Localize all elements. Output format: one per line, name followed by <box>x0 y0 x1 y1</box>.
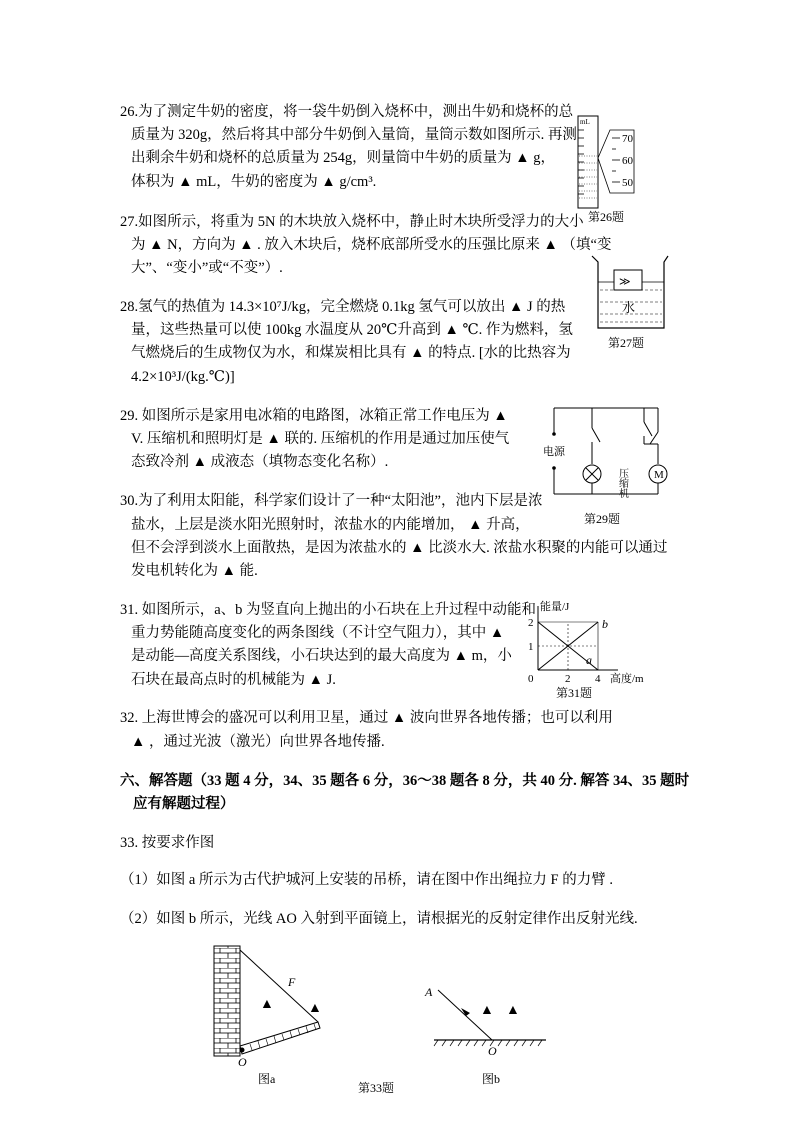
q26-line-4: 体积为 ▲ mL，牛奶的密度为 ▲ g/cm³. <box>131 174 377 190</box>
fig33-caption: 第33题 <box>358 1081 395 1095</box>
fig31-caption: 第31题 <box>556 686 593 700</box>
compressor-label: 压缩机 <box>616 468 628 498</box>
energy-height-chart <box>522 598 662 688</box>
q28-line-1: 28.氢气的热值为 14.3×10⁷J/kg，完全燃烧 0.1kg 氢气可以放出 ▲ J 的热 <box>120 299 566 315</box>
beaker-figure <box>588 252 670 332</box>
answer-mark-a2: ▲ <box>308 1001 322 1016</box>
graduated-cylinder-figure <box>572 108 642 213</box>
reflection-figure-b <box>420 980 560 1060</box>
q32-line-2: ▲ ，通过光波（激光）向世界各地传播. <box>131 734 385 750</box>
fig26-caption: 第26题 <box>588 210 625 224</box>
cylinder-tick-70: 70 <box>622 133 633 145</box>
answer-mark-a1: ▲ <box>260 997 274 1012</box>
q28-line-4: 4.2×10³J/(kg.℃)] <box>131 369 235 385</box>
q26-line-1: 26.为了测定牛奶的密度，将一袋牛奶倒入烧杯中，测出牛奶和烧杯的总 <box>120 104 574 120</box>
q27-line-2: 为 ▲ N，方向为 ▲ . 放入木块后，烧杯底部所受水的压强比原来 ▲ （填“变 <box>131 237 612 253</box>
q28-line-2: 量，这些热量可以使 100kg 水温度从 20℃升高到 ▲ ℃. 作为燃料，氢 <box>131 322 573 338</box>
q26-line-2: 质量为 320g，然后将其中部分牛奶倒入量筒，量筒示数如图所示. 再测 <box>131 127 577 143</box>
q30-line-1: 30.为了利用太阳能，科学家们设计了一种“太阳池”，池内下层是浓 <box>120 493 543 509</box>
answer-mark-b2: ▲ <box>506 1003 520 1018</box>
y-axis-label: 能量/J <box>540 601 570 613</box>
origin-label: 0 <box>528 673 534 685</box>
q30-line-3: 但不会浮到淡水上面散热，是因为浓盐水的 ▲ 比淡水大. 浓盐水积聚的内能可以通过 <box>131 540 668 556</box>
x-axis-label: 高度/m <box>610 673 644 685</box>
q33-title: 33. 按要求作图 <box>120 835 215 851</box>
x-tick-label: 4 <box>595 673 601 685</box>
q30-line-4: 发电机转化为 ▲ 能. <box>131 563 258 579</box>
q33-part-2: （2）如图 b 所示，光线 AO 入射到平面镜上，请根据光的反射定律作出反射光线. <box>120 911 638 927</box>
y-tick-label: 1 <box>528 641 534 653</box>
q29-line-3: 态致冷剂 ▲ 成液态（填物态变化名称）. <box>131 454 389 470</box>
x-tick-label: 2 <box>565 673 571 685</box>
fridge-circuit-figure <box>540 398 670 508</box>
fig27-caption: 第27题 <box>608 336 645 350</box>
q31-line-4: 石块在最高点时的机械能为 ▲ J. <box>131 672 336 688</box>
fig29-caption: 第29题 <box>584 512 621 526</box>
series-label-a: a <box>586 653 592 667</box>
figb-caption: 图b <box>482 1072 501 1086</box>
ray-label-a: A <box>425 985 433 999</box>
q32-line-1: 32. 上海世博会的盛况可以利用卫星，通过 ▲ 波向世界各地传播；也可以利用 <box>120 710 613 726</box>
q29-line-2: V. 压缩机和照明灯是 ▲ 联的. 压缩机的作用是通过加压使气 <box>131 431 510 447</box>
q31-line-3: 是动能—高度关系图线，小石块达到的最大高度为 ▲ m，小 <box>131 648 512 664</box>
drawbridge-figure-a <box>200 938 330 1068</box>
figa-caption: 图a <box>258 1072 276 1086</box>
q29-line-1: 29. 如图所示是家用电冰箱的电路图，冰箱正常工作电压为 ▲ <box>120 408 508 424</box>
q33-part-1: （1）如图 a 所示为古代护城河上安装的吊桥，请在图中作出绳拉力 F 的力臂 . <box>120 872 613 888</box>
q28-line-3: 气燃烧后的生成物仅为水，和煤炭相比具有 ▲ 的特点. [水的比热容为 <box>131 345 571 361</box>
pivot-label-o: O <box>238 1055 247 1068</box>
point-label-o: O <box>488 1044 497 1058</box>
series-label-b: b <box>602 617 608 631</box>
q30-line-2: 盐水，上层是淡水阳光照射时，浓盐水的内能增加， ▲ 升高， <box>131 517 530 533</box>
q27-line-3: 大”、“变小”或“不变”）. <box>131 260 283 276</box>
force-label-f: F <box>288 975 296 989</box>
q27-line-1: 27.如图所示，将重为 5N 的木块放入烧杯中，静止时木块所受浮力的大小 <box>120 214 584 230</box>
q31-line-2: 重力势能随高度变化的两条图线（不计空气阻力），其中 ▲ <box>131 625 505 641</box>
cylinder-tick-60: 60 <box>622 155 633 167</box>
answer-mark-b1: ▲ <box>480 1003 494 1018</box>
motor-label: M <box>654 469 664 481</box>
power-source-label: 电源 <box>543 446 565 458</box>
q31-line-1: 31. 如图所示，a、b 为竖直向上抛出的小石块在上升过程中动能和 <box>120 602 537 618</box>
section6-heading-1: 六、解答题（33 题 4 分，34、35 题各 6 分，36～38 题各 8 分，共 40 分. 解答 34、35 题时 <box>120 773 690 789</box>
water-label: 水 <box>622 300 636 315</box>
svg-text:≫: ≫ <box>619 276 631 288</box>
q26-line-3: 出剩余牛奶和烧杯的总质量为 254g，则量筒中牛奶的质量为 ▲ g， <box>131 150 555 166</box>
cylinder-tick-50: 50 <box>622 177 633 189</box>
y-tick-label: 2 <box>528 617 534 629</box>
cylinder-unit: mL <box>580 118 590 126</box>
section6-heading-2: 应有解题过程） <box>133 796 235 812</box>
